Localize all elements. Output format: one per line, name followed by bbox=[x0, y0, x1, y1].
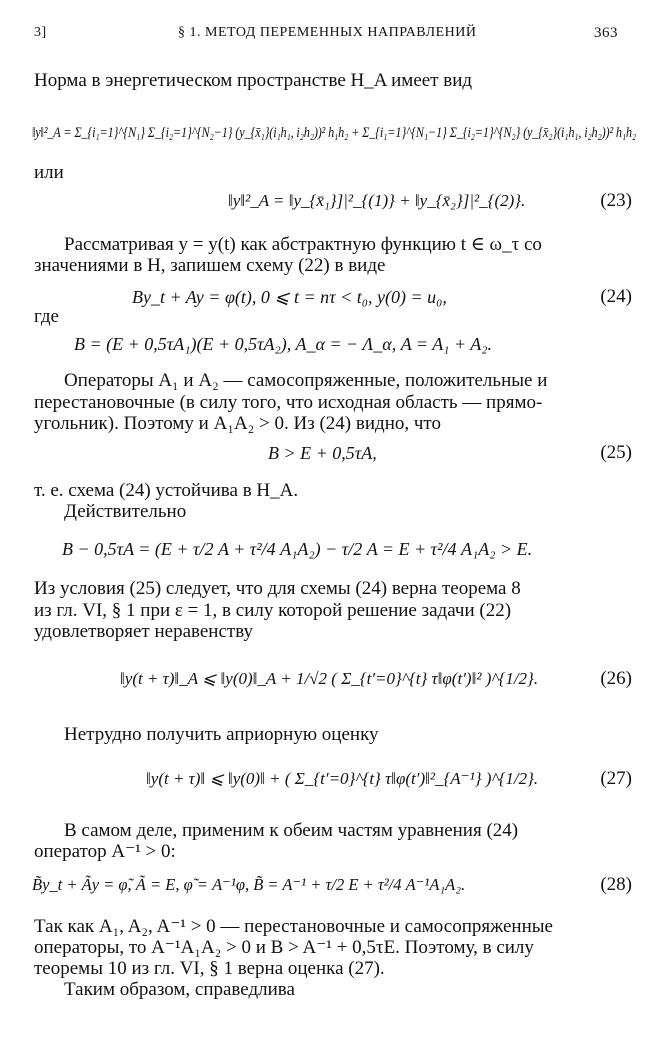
paragraph-operators-line2: перестановочные (в силу того, что исходная область — прямо- bbox=[34, 392, 543, 413]
paragraph-stable: т. е. схема (24) устойчива в H_A. bbox=[34, 480, 299, 501]
equation-number-23: (23) bbox=[600, 190, 632, 211]
equation-28: B̃y_t + Ãy = φ̃, Ã = E, φ̃ = A⁻¹φ, B̃ = A⁻¹ + τ/2 E + τ²/4 A⁻¹A₁A₂. bbox=[32, 875, 466, 894]
paragraph-thus: Таким образом, справедлива bbox=[64, 979, 295, 1000]
paragraph-since-line3: теоремы 10 из гл. VI, § 1 верна оценка (27). bbox=[34, 958, 385, 979]
paragraph-operators-line1: Операторы A₁ и A₂ — самосопряженные, положительные и bbox=[64, 370, 548, 391]
paragraph-consider-line1: Рассматривая y = y(t) как абстрактную функцию t ∈ ω_τ со bbox=[64, 234, 542, 255]
equation-24: By_t + Ay = φ(t), 0 ⩽ t = nτ < t₀, y(0) = u₀, bbox=[132, 287, 447, 307]
paragraph-norm: Норма в энергетическом пространстве H_A имеет вид bbox=[34, 70, 473, 91]
equation-23: ‖y‖²_A = ‖y_{x̄₁}]|²_{(1)} + ‖y_{x̄₂}]|²_{(2)}. bbox=[228, 191, 526, 210]
section-number: 3] bbox=[34, 25, 47, 40]
equation-indeed: B − 0,5τA = (E + τ/2 A + τ²/4 A₁A₂) − τ/2 A = E + τ²/4 A₁A₂ > E. bbox=[62, 539, 533, 559]
paragraph-since-line1: Так как A₁, A₂, A⁻¹ > 0 — перестановочные и самосопряженные bbox=[34, 916, 553, 937]
equation-25: B > E + 0,5τA, bbox=[268, 443, 377, 463]
paragraph-operators-line3: угольник). Поэтому и A₁A₂ > 0. Из (24) видно, что bbox=[34, 413, 441, 434]
equation-number-24: (24) bbox=[600, 286, 632, 307]
paragraph-from-line3: удовлетворяет неравенству bbox=[34, 621, 254, 642]
page-number: 363 bbox=[594, 25, 618, 41]
equation-number-28: (28) bbox=[600, 874, 632, 895]
running-title: § 1. МЕТОД ПЕРЕМЕННЫХ НАПРАВЛЕНИЙ bbox=[178, 25, 477, 40]
equation-number-25: (25) bbox=[600, 442, 632, 463]
paragraph-apriori: Нетрудно получить априорную оценку bbox=[64, 724, 379, 745]
paragraph-consider-line2: значениями в H, запишем схему (22) в виде bbox=[34, 255, 386, 276]
paragraph-since-line2: операторы, то A⁻¹A₁A₂ > 0 и B > A⁻¹ + 0,5τE. Поэтому, в силу bbox=[34, 937, 534, 958]
word-gde: где bbox=[34, 306, 59, 327]
paragraph-indeed: Действительно bbox=[64, 501, 187, 522]
paragraph-indeed2-line1: В самом деле, применим к обеим частям уравнения (24) bbox=[64, 820, 519, 841]
equation-B-definition: B = (E + 0,5τA₁)(E + 0,5τA₂), A_α = − Λ_α, A = A₁ + A₂. bbox=[74, 334, 493, 354]
paragraph-indeed2-line2: оператор A⁻¹ > 0: bbox=[34, 841, 176, 862]
paragraph-from-line2: из гл. VI, § 1 при ε = 1, в силу которой решение задачи (22) bbox=[34, 600, 512, 621]
equation-number-26: (26) bbox=[600, 668, 632, 689]
word-ili: или bbox=[34, 162, 64, 183]
equation-26: ‖y(t + τ)‖_A ⩽ ‖y(0)‖_A + 1/√2 ( Σ_{t′=0}^{t} τ‖φ(t′)‖² )^{1/2}. bbox=[120, 669, 539, 688]
equation-norm: ‖y‖²_A = Σ_{i₁=1}^{N₁} Σ_{i₂=1}^{N₂−1} (y_{x̄₁}(i₁h₁, i₂h₂))² h₁h₂ + Σ_{i₁=1}^{N₁−1} Σ_{i₂=1}^{N₂} (y_{x̄₂}(i₁h₁, i₂h₂))² h₁h₂ bbox=[32, 125, 636, 141]
equation-number-27: (27) bbox=[600, 768, 632, 789]
paragraph-from-line1: Из условия (25) следует, что для схемы (24) верна теорема 8 bbox=[34, 578, 521, 599]
equation-27: ‖y(t + τ)‖ ⩽ ‖y(0)‖ + ( Σ_{t′=0}^{t} τ‖φ(t′)‖²_{A⁻¹} )^{1/2}. bbox=[146, 769, 539, 788]
